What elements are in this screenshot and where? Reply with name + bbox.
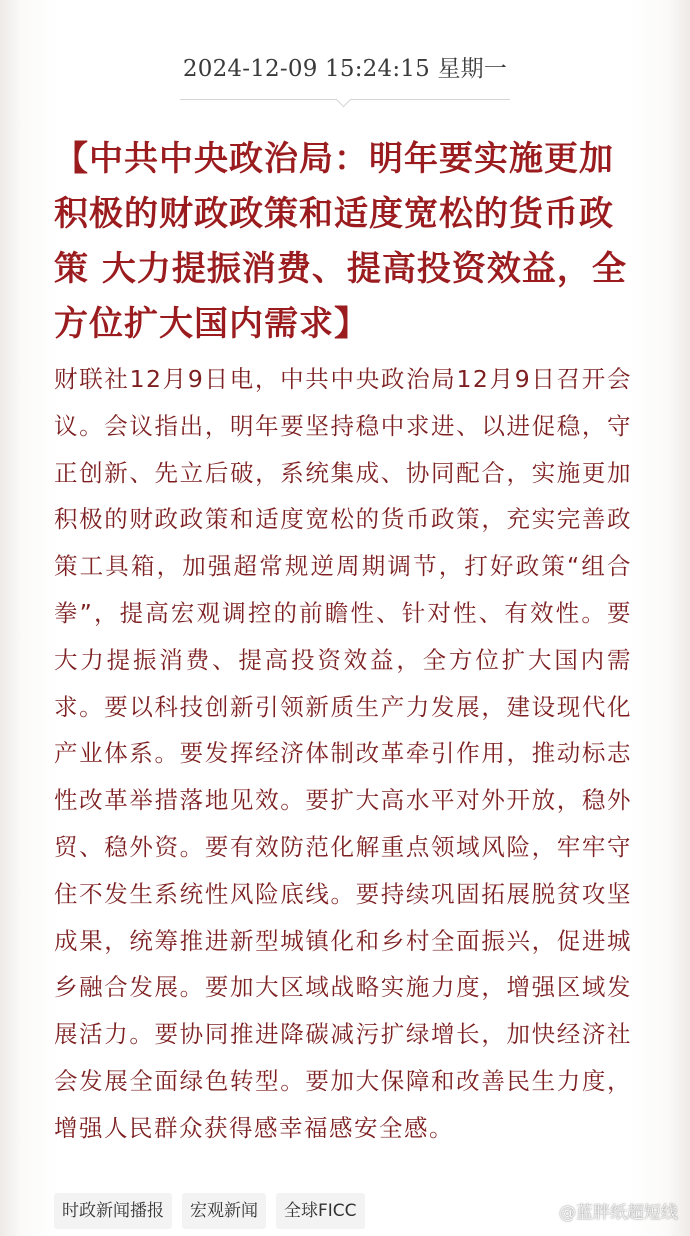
watermark-text: @蓝胖纸超短线: [559, 1203, 678, 1223]
tag-politics-news[interactable]: 时政新闻播报: [54, 1193, 172, 1229]
tag-list: [54, 1193, 365, 1229]
tag-macro-news[interactable]: 宏观新闻: [182, 1193, 266, 1229]
weibo-icon: [529, 1200, 555, 1222]
article-title: 【中共中央政治局：明年要实施更加积极的财政政策和适度宽松的货币政策 大力提振消费、提高投资效益，全方位扩大国内需求】: [54, 139, 627, 344]
tag-global-ficc[interactable]: 全球FICC: [276, 1193, 365, 1229]
article-body: 财联社12月9日电，中共中央政治局12月9日召开会议。会议指出，明年要坚持稳中求进、以进促稳，守正创新、先立后破，系统集成、协同配合，实施更加积极的财政政策和适度宽松的货币政策，充实完善政策工具箱，加强超常规逆周期调节，打好政策“组合拳”，提高宏观调控的前瞻性、针对性、有效性。要大力提振消费、提高投资效益，全方位扩大国内需求。要以科技创新引领新质生产力发展，建设现代化产业体系。要发挥经济体制改革牵引作用，推动标志性改革举措落地见效。要扩大高水平对外开放，稳外贸、稳外资。要有效防范化解重点领域风险，牢牢守住不发生系统性风险底线。要持续巩固拓展脱贫攻坚成果，统筹推进新型城镇化和乡村全面振兴，促进城乡融合发展。要加大区域战略实施力度，增强区域发展活力。要协同推进降碳减污扩绿增长，加快经济社会发展全面绿色转型。要加大保障和改善民生力度，增强人民群众获得感幸福感安全感。: [54, 365, 632, 1142]
watermark: [529, 1198, 678, 1223]
datetime-divider-notch: [336, 92, 352, 108]
publish-datetime-block: [180, 50, 510, 110]
publish-datetime: 2024-12-09 15:24:15 星期一: [182, 56, 508, 82]
